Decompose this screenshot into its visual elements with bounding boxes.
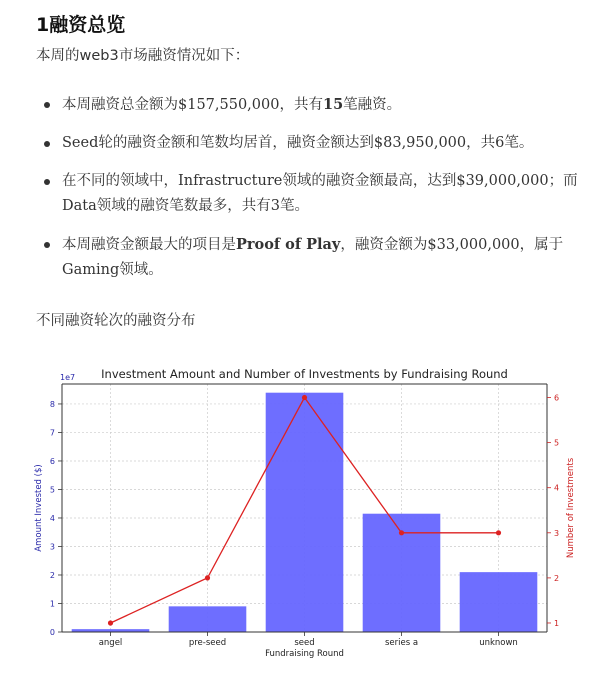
bullet-text-part: ，共: [466, 135, 496, 151]
bullet-text-part: Infrastructure: [178, 173, 283, 189]
bullet-dot-icon: [44, 102, 50, 108]
investment-count-point: [496, 530, 501, 535]
y-axis-label: Amount Invested ($): [34, 464, 44, 552]
chart-section-label: 不同融资轮次的融资分布: [36, 313, 196, 329]
bullet-text-part: ，融资金额为: [340, 237, 428, 253]
y-multiplier-label: 1e7: [60, 373, 76, 382]
right-tick-label: 5: [554, 438, 560, 448]
bullet-text-part: ；而: [548, 173, 578, 189]
bullet-text-part: 15: [322, 96, 344, 113]
bullet-text-part: $39,000,000: [456, 173, 549, 189]
bullet-text-part: Proof of Play: [236, 236, 341, 253]
bullet-text-part: $83,950,000: [373, 135, 467, 151]
bullet-text-part: 在不同的领域中，: [62, 173, 178, 189]
summary-bullet: [36, 232, 596, 283]
chart-title: Investment Amount and Number of Investments by Fundraising Round: [101, 367, 508, 381]
x-tick-label: angel: [98, 638, 123, 648]
x-tick-label: series a: [384, 638, 419, 648]
summary-bullet: [36, 92, 596, 118]
page-heading: 1融资总览: [36, 14, 126, 36]
x-axis-label: Fundraising Round: [265, 649, 344, 659]
left-tick-label: 7: [49, 428, 55, 438]
summary-bullet: [36, 169, 596, 219]
bullet-text-part: 领域的融资金额最高，达到: [282, 173, 457, 189]
bullet-text-part: 本周融资总金额为: [62, 97, 178, 113]
investment-count-point: [302, 395, 307, 400]
right-tick-label: 3: [554, 528, 560, 538]
bullet-text-part: $157,550,000: [178, 97, 280, 113]
right-tick-label: 1: [554, 618, 560, 628]
bullet-text-part: Data: [62, 198, 97, 214]
bullet-dot-icon: [44, 242, 50, 248]
bullet-text-part: 领域。: [119, 262, 163, 278]
bullet-text-part: 笔。: [279, 198, 309, 214]
left-tick-label: 2: [49, 570, 55, 580]
left-tick-label: 5: [49, 485, 55, 495]
right-tick-label: 4: [554, 483, 560, 493]
x-tick-label: seed: [294, 638, 315, 648]
left-tick-label: 0: [49, 628, 55, 637]
bullet-text-part: 3: [270, 198, 280, 214]
intro-text: 本周的web3市场融资情况如下：: [36, 48, 250, 64]
left-tick-label: 1: [49, 599, 55, 609]
investment-count-point: [108, 620, 113, 625]
bullet-text-part: Seed: [62, 135, 99, 151]
left-tick-label: 8: [49, 399, 55, 409]
investment-count-point: [205, 575, 210, 580]
bullet-text-part: 轮的融资金额和笔数均居首，融资金额达到: [98, 135, 374, 151]
bullet-dot-icon: [44, 179, 50, 185]
bullet-text-part: 笔。: [504, 135, 534, 151]
y-axis-right-label: Number of Investments: [566, 457, 576, 559]
bullet-text-part: 6: [495, 135, 505, 151]
bullet-text-part: $33,000,000: [427, 237, 520, 253]
bullet-text-part: ，属于: [519, 237, 564, 253]
bar-unknown: [460, 572, 538, 632]
bullet-text-part: Gaming: [62, 262, 120, 278]
summary-bullet: [36, 131, 596, 156]
summary-list: [36, 92, 596, 296]
investment-count-point: [399, 530, 404, 535]
left-tick-label: 4: [49, 513, 55, 523]
bullet-text-part: 本周融资金额最大的项目是: [62, 237, 236, 253]
bullet-text-part: ，共有: [279, 97, 323, 113]
bullet-text-part: 笔融资。: [343, 97, 402, 113]
x-tick-label: unknown: [479, 638, 518, 648]
bullet-dot-icon: [44, 141, 50, 147]
bullet-text-part: 领域的融资笔数最多，共有: [96, 198, 271, 214]
bar-pre-seed: [169, 606, 247, 632]
right-tick-label: 6: [554, 393, 560, 403]
left-tick-label: 3: [49, 542, 55, 552]
chart-svg: [30, 362, 585, 666]
x-tick-label: pre-seed: [188, 638, 227, 648]
funding-round-chart: [30, 362, 585, 666]
right-tick-label: 2: [554, 573, 560, 583]
left-tick-label: 6: [49, 456, 55, 466]
bar-seed: [266, 393, 344, 632]
